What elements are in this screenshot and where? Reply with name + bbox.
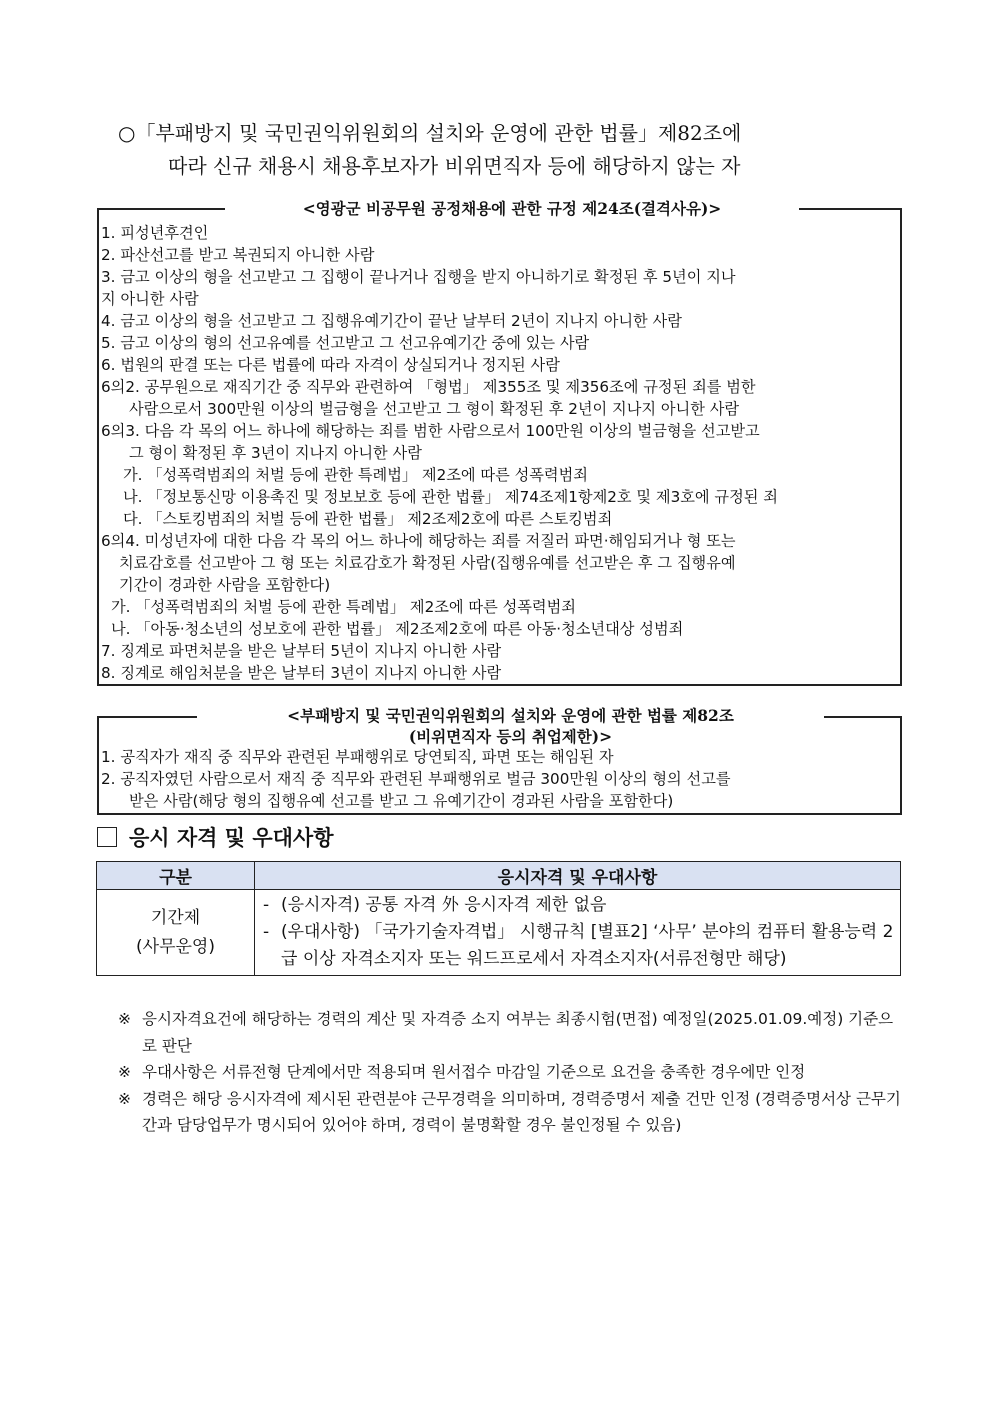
- note-item: [118, 1059, 903, 1086]
- bullet-dash: -: [263, 895, 270, 915]
- list-item: 받은 사람(해당 형의 집행유예 선고를 받고 그 유예기간이 경과된 사람을 포함한다): [129, 792, 674, 810]
- intro-line-2: 따라 신규 채용시 채용후보자가 비위면직자 등에 해당하지 않는 자: [168, 154, 741, 178]
- list-item: 6의3. 다음 각 목의 어느 하나에 해당하는 죄를 범한 사람으로서 100만원 이상의 벌금형을 선고받고: [101, 422, 760, 440]
- content-cell: [255, 890, 901, 976]
- list-item: 가. 「성폭력범죄의 처벌 등에 관한 특례법」 제2조에 따른 성폭력범죄: [123, 466, 588, 484]
- list-item: 2. 공직자였던 사람으로서 재직 중 직무와 관련된 부패행위로 벌금 300만원 이상의 형의 선고를: [101, 770, 731, 788]
- intro-line-1: ○「부패방지 및 국민권익위원회의 설치와 운영에 관한 법률」제82조에: [118, 121, 742, 145]
- list-item: 기간이 경과한 사람을 포함한다): [119, 576, 331, 594]
- note-text: 우대사항은 서류전형 단계에서만 적용되며 원서접수 마감일 기준으로 요건을 충족한 경우에만 인정: [142, 1063, 806, 1081]
- section-heading: [97, 822, 334, 852]
- list-item: 1. 공직자가 재직 중 직무와 관련된 부패행위로 당연퇴직, 파면 또는 해임된 자: [101, 748, 614, 766]
- reference-mark: ※: [118, 1089, 131, 1108]
- header-category: 구분: [97, 862, 255, 890]
- category-line-1: 기간제: [150, 907, 201, 928]
- qualification-text: (응시자격) 공통 자격 外 응시자격 제한 없음: [281, 895, 607, 915]
- disqualification-box: [97, 199, 902, 686]
- qualification-table: [96, 861, 901, 976]
- list-item: 2. 파산선고를 받고 복권되지 아니한 사람: [101, 246, 375, 264]
- employment-restriction-box-title: [197, 705, 824, 747]
- bullet-dash: -: [263, 922, 270, 942]
- list-item: 6의4. 미성년자에 대한 다음 각 목의 어느 하나에 해당하는 죄를 저질러 파면·해임되거나 형 또는: [101, 532, 736, 550]
- qualification-item: [263, 892, 894, 919]
- list-item: 치료감호를 선고받아 그 형 또는 치료감호가 확정된 사람(집행유예를 선고받은 후 그 집행유예: [119, 554, 736, 572]
- intro-statement: [118, 117, 908, 183]
- list-item: 다. 「스토킹범죄의 처벌 등에 관한 법률」 제2조제2호에 따른 스토킹범죄: [123, 510, 613, 528]
- note-item: [118, 1086, 903, 1139]
- table-row: [97, 890, 901, 976]
- list-item: 사람으로서 300만원 이상의 벌금형을 선고받고 그 형이 확정된 후 2년이 지나지 아니한 사람: [129, 400, 740, 418]
- preference-text: (우대사항) 「국가기술자격법」 시행규칙 [별표2] ‘사무’ 분야의 컴퓨터 활용능력 2급 이상 자격소지자 또는 워드프로세서 자격소지자(서류전형만 해당): [281, 922, 894, 969]
- note-text: 응시자격요건에 해당하는 경력의 계산 및 자격증 소지 여부는 최종시험(면접) 예정일(2025.01.09.예정) 기준으로 판단: [142, 1010, 894, 1055]
- list-item: 8. 징계로 해임처분을 받은 날부터 3년이 지나지 아니한 사람: [101, 664, 502, 682]
- list-item: 그 형이 확정된 후 3년이 지나지 아니한 사람: [129, 444, 422, 462]
- note-text: 경력은 해당 응시자격에 제시된 관련분야 근무경력을 의미하며, 경력증명서 제출 건만 인정 (경력증명서상 근무기간과 담당업무가 명시되어 있어야 하며, 경력이 불명확할 경우 불인정될 수 있음): [142, 1089, 901, 1134]
- list-item: 3. 금고 이상의 형을 선고받고 그 집행이 끝나거나 집행을 받지 아니하기로 확정된 후 5년이 지나: [101, 268, 736, 286]
- section-heading-text: 응시 자격 및 우대사항: [129, 826, 334, 850]
- list-item: 4. 금고 이상의 형을 선고받고 그 집행유예기간이 끝난 날부터 2년이 지나지 아니한 사람: [101, 312, 682, 330]
- note-item: [118, 1006, 903, 1059]
- list-item: 나. 「아동·청소년의 성보호에 관한 법률」 제2조제2호에 따른 아동·청소년대상 성범죄: [111, 620, 684, 638]
- box-title-line-2: (비위면직자 등의 취업제한)>: [408, 727, 613, 746]
- list-item: 7. 징계로 파면처분을 받은 날부터 5년이 지나지 아니한 사람: [101, 642, 502, 660]
- checkbox-square-icon: [97, 827, 117, 847]
- list-item: 6의2. 공무원으로 재직기간 중 직무와 관련하여 「형법」 제355조 및 제356조에 규정된 죄를 범한: [101, 378, 756, 396]
- category-line-2: (사무운영): [136, 936, 215, 957]
- employment-restriction-box: [97, 706, 902, 815]
- notes: [118, 1006, 903, 1139]
- list-item: 가. 「성폭력범죄의 처벌 등에 관한 특례법」 제2조에 따른 성폭력범죄: [111, 598, 576, 616]
- disqualification-box-title: <영광군 비공무원 공정채용에 관한 규정 제24조(결격사유)>: [302, 199, 722, 218]
- table-header-row: [97, 862, 901, 890]
- list-item: 나. 「정보통신망 이용촉진 및 정보보호 등에 관한 법률」 제74조제1항제2호 및 제3호에 규정된 죄: [123, 488, 778, 506]
- header-content: 응시자격 및 우대사항: [255, 862, 901, 890]
- list-item: 1. 피성년후견인: [101, 224, 209, 242]
- box-title-line-1: <부패방지 및 국민권익위원회의 설치와 운영에 관한 법률 제82조: [287, 706, 734, 725]
- preference-item: [263, 919, 894, 973]
- list-item: 6. 법원의 판결 또는 다른 법률에 따라 자격이 상실되거나 정지된 사람: [101, 356, 560, 374]
- list-item: 5. 금고 이상의 형의 선고유예를 선고받고 그 선고유예기간 중에 있는 사람: [101, 334, 590, 352]
- category-cell: [97, 890, 255, 976]
- reference-mark: ※: [118, 1010, 131, 1028]
- reference-mark: ※: [118, 1063, 131, 1081]
- list-item: 지 아니한 사람: [101, 290, 199, 308]
- disqualification-list: [99, 208, 900, 684]
